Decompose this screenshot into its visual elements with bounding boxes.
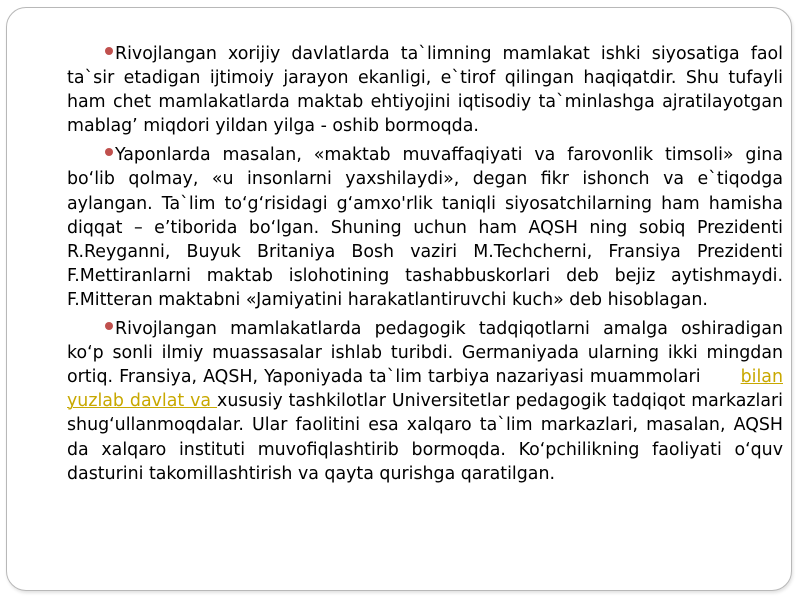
hyperlink[interactable]: bilan yuzlab davlat va	[67, 367, 783, 412]
paragraph-2-text: Yaponlarda masalan, «maktab muvaffaqiyati va farovonlik timsoli» gina bo‘lib qolmay, «u insonlarni yaxshilaydi», degan fikr ishonch va e`tiqodga aylangan. Ta`lim to‘g‘risidagi g‘amxo'rlik taniqli siyosatchilarning ham hamisha diqqat – e’tiborida bo‘lgan. Shuning uchun ham AQSH ning sobiq Prezidenti R.Reyganni, Buyuk Britaniya Bosh vaziri M.Techcherni, Fransiya Prezidenti F.Mettiranlarni maktab islohotining tashabbuskorlari deb bejiz aytishmaydi. F.Mitteran maktabni «Jamiyatini harakatlantiruvchi kuch» deb hisoblagan.	[67, 145, 783, 310]
paragraph-3	[67, 317, 783, 486]
paragraph-2	[67, 143, 783, 312]
paragraph-1-text: Rivojlangan xorijiy davlatlarda ta`limning mamlakat ishki siyosatiga faol ta`sir etadigan ijtimoiy jarayon ekanligi, e`tirof qilingan haqiqatdir. Shu tufayli ham chet mamlakatlarda maktab ehtiyojini iqtisodiy ta`minlashga ajratilayotgan mablag’ miqdori yildan yilga - oshib bormoqda.	[67, 44, 783, 137]
paragraph-3-text-before: Rivojlangan mamlakatlarda pedagogik tadqiqotlarni amalga oshiradigan ko‘p sonli ilmiy muassasalar ishlab turibdi. Germaniyada ularning ikki mingdan ortiq. Fransiya, AQSH, Yaponiyada ta`lim tarbiya nazariyasi muammolari	[67, 319, 783, 388]
paragraph-3-text-after: xususiy tashkilotlar Universitetlar pedagogik tadqiqot markazlari shug‘ullanmoqdalar. Ular faolitini esa xalqaro ta`lim markazlari, masalan, AQSH da xalqaro instituti muvofiqlashtirib bormoqda. Ko‘pchilikning faoliyati o‘quv dasturini takomillashtirish va qayta qurishga qaratilgan.	[67, 391, 783, 484]
slide-content	[67, 42, 783, 491]
slide-frame	[6, 7, 792, 591]
circle-bullet-icon	[105, 322, 113, 330]
paragraph-1	[67, 42, 783, 138]
circle-bullet-icon	[105, 47, 113, 55]
circle-bullet-icon	[105, 148, 113, 156]
